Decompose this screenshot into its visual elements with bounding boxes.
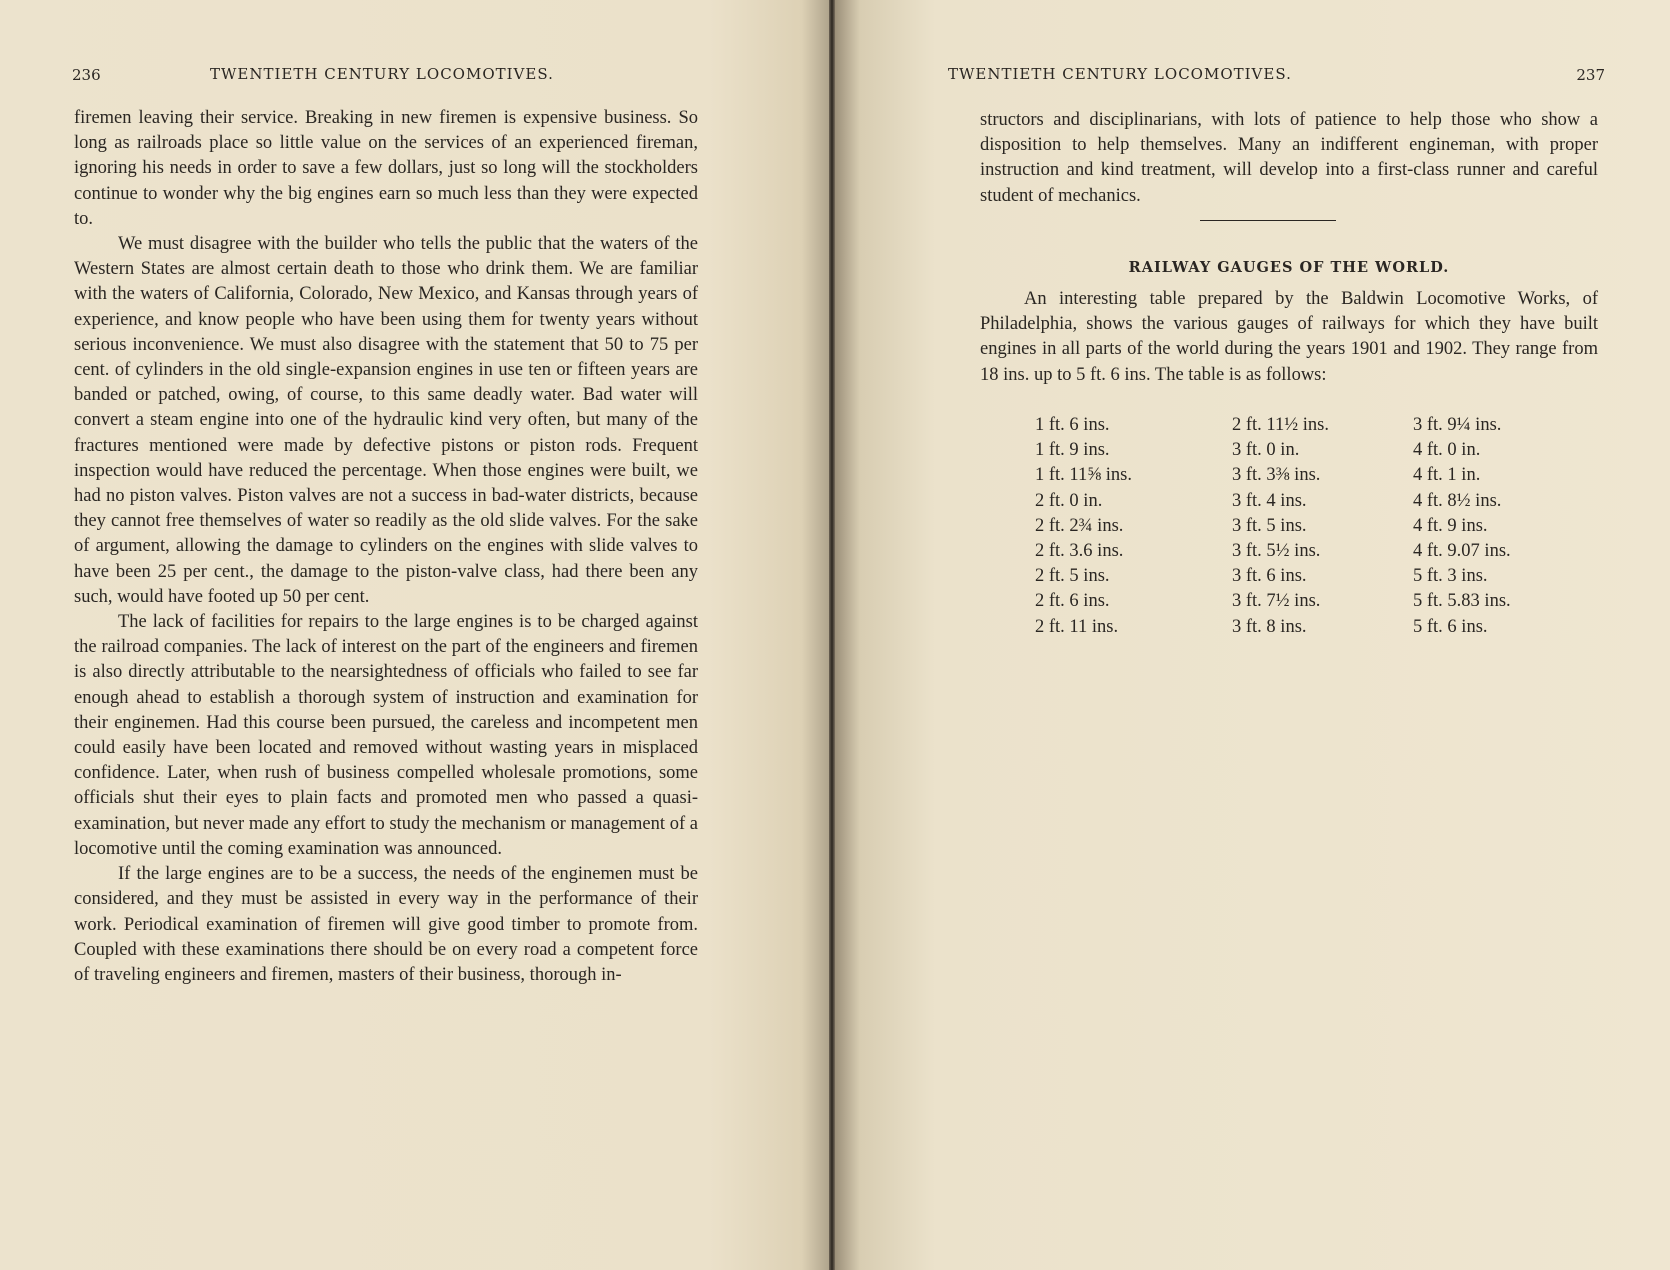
right-page <box>835 0 1670 1270</box>
running-head-right: TWENTIETH CENTURY LOCOMOTIVES. <box>948 65 1292 83</box>
gauge-entry: 2 ft. 3.6 ins. <box>1035 541 1124 562</box>
paragraph: If the large engines are to be a success, the needs of the enginemen must be considered, and they must be assisted in every way in the performance of their work. Periodical examination of firemen will give good timber to promote from. Coupled with these examinations there should be on every road a competent force of traveling engineers and firemen, masters of their business, thorough in- <box>74 864 698 985</box>
section-divider <box>1200 220 1336 221</box>
gauge-entry: 5 ft. 6 ins. <box>1413 616 1488 637</box>
gauge-entry: 2 ft. 11½ ins. <box>1232 415 1329 435</box>
gauge-entry: 5 ft. 5.83 ins. <box>1413 591 1511 612</box>
left-body-text <box>74 106 698 988</box>
gauge-entry: 3 ft. 3⅜ ins. <box>1232 465 1321 486</box>
gauge-entry: 4 ft. 8½ ins. <box>1413 490 1502 511</box>
gauge-entry: 2 ft. 0 in. <box>1035 490 1103 511</box>
section-heading: RAILWAY GAUGES OF THE WORLD. <box>1128 259 1450 276</box>
right-continuation-text <box>980 108 1598 209</box>
running-head-left: TWENTIETH CENTURY LOCOMOTIVES. <box>210 65 554 83</box>
gauge-entry: 4 ft. 0 in. <box>1413 440 1481 461</box>
gauge-entry: 1 ft. 11⅝ ins. <box>1035 465 1132 486</box>
gauge-entry: 1 ft. 6 ins. <box>1035 415 1110 435</box>
gauge-entry: 2 ft. 2¾ ins. <box>1035 515 1124 536</box>
gauge-entry: 5 ft. 3 ins. <box>1413 566 1488 587</box>
gauge-entry: 3 ft. 5½ ins. <box>1232 541 1321 562</box>
gauge-entry: 3 ft. 7½ ins. <box>1232 591 1321 612</box>
gauges-column <box>1232 413 1329 640</box>
gauge-entry: 2 ft. 11 ins. <box>1035 616 1119 637</box>
paragraph: An interesting table prepared by the Baldwin Locomotive Works, of Philadelphia, shows the various gauges of railways for which they have built engines in all parts of the world during the years 1901 and 1902. They range from 18 ins. up to 5 ft. 6 ins. The table is as follows: <box>980 289 1598 385</box>
gauge-entry: 2 ft. 6 ins. <box>1035 591 1110 612</box>
paragraph: We must disagree with the builder who tells the public that the waters of the Western States are almost certain death to those who drink them. We are familiar with the waters of California, Colorado, New Mexico, and Kansas through years of experience, and know people who have been using them for twenty years without serious inconvenience. We must also disagree with the statement that 50 to 75 per cent. of cylinders in the old single-expansion engines in use ten or fifteen years are banded or patched, owing, of course, to this same deadly water. Bad water will convert a steam engine into one of the hydraulic kind very often, but many of the fractures mentioned were made by defective pistons or piston rods. Frequent inspection would have reduced the percentage. When those engines were built, we had no piston valves. Piston valves are not a success in bad-water districts, because they cannot free themselves of water so readily as the old slide valves. For the sake of argument, allowing the damage to cylinders on the engines with slide valves to have been 25 per cent., the damage to the piston-valve class, had there been any such, would have footed up 50 per cent. <box>74 234 698 607</box>
gauge-entry: 1 ft. 9 ins. <box>1035 440 1110 461</box>
gauge-entry: 3 ft. 4 ins. <box>1232 490 1307 511</box>
paragraph: structors and disciplinarians, with lots of patience to help those who show a disposition to help themselves. Many an indifferent engineman, with proper instruction and kind treatment, will develop into a first-class runner and careful student of mechanics. <box>980 110 1598 206</box>
gauges-intro <box>980 287 1598 388</box>
gauge-entry: 4 ft. 9.07 ins. <box>1413 541 1511 562</box>
paragraph: The lack of facilities for repairs to the large engines is to be charged against the railroad companies. The lack of interest on the part of the engineers and firemen is also directly attributable to the nearsightedness of officials who failed to see far enough ahead to establish a thorough system of instruction and examination for their enginemen. Had this course been pursued, the careless and incompetent men could easily have been located and removed without wasting years in misplaced confidence. Later, when rush of business compelled wholesale promotions, some officials shut their eyes to plain facts and promoted men who passed a quasi-examination, but never made any effort to study the mechanism or management of a locomotive until the coming examination was announced. <box>74 612 698 859</box>
gauge-entry: 3 ft. 0 in. <box>1232 440 1300 461</box>
gauge-entry: 4 ft. 1 in. <box>1413 465 1481 486</box>
page-number-left: 236 <box>72 66 101 84</box>
gauges-column <box>1035 413 1132 640</box>
paragraph: firemen leaving their service. Breaking in new firemen is expensive business. So long as railroads place so little value on the services of an experienced fireman, ignoring his needs in order to save a few dollars, just so long will the stockholders continue to wonder why the big engines earn so much less than they were expected to. <box>74 108 698 229</box>
gauge-entry: 2 ft. 5 ins. <box>1035 566 1110 587</box>
gauge-entry: 4 ft. 9 ins. <box>1413 515 1488 536</box>
gauge-entry: 3 ft. 9¼ ins. <box>1413 415 1502 435</box>
page-number-right: 237 <box>1576 66 1605 84</box>
gauges-column <box>1413 413 1511 640</box>
gauge-entry: 3 ft. 6 ins. <box>1232 566 1307 587</box>
gauge-entry: 3 ft. 5 ins. <box>1232 515 1307 536</box>
gauge-entry: 3 ft. 8 ins. <box>1232 616 1307 637</box>
